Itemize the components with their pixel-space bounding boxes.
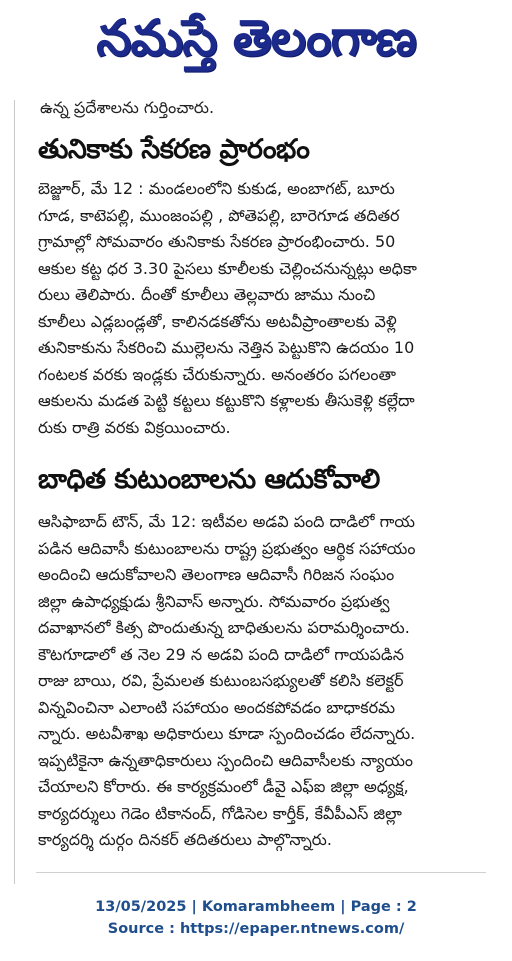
article2-body [38, 509, 474, 854]
article2-line: ఆసిఫాబాద్ టౌన్, మే 12: ఇటీవల అడవి పంది దాడిలో గాయ [38, 512, 415, 531]
article1-line: గంటలక వరకు ఇండ్లకు చేరుకున్నారు. అనంతరం పగలంతా [38, 364, 397, 384]
article1-body [38, 176, 474, 441]
article2-line: దవాఖానలో కిత్స పొందుతున్న బాధితులను పరామర్శించారు. [38, 618, 410, 637]
article2-line: పడిన ఆదివాసీ కుటుంబాలను రాష్ట్ర ప్రభుత్వం ఆర్థిక సహాయం [38, 538, 416, 558]
article2-line: కౌటగూడాలో త నెల 29 న అడవి పంది దాడిలో గాయపడిన [38, 644, 404, 664]
column-divider [14, 100, 15, 884]
article1-line: గ్రామాల్లో సోమవారం తునికాకు సేకరణ ప్రారంభించారు. 50 [38, 232, 396, 251]
clipping-bottom-edge [36, 872, 486, 873]
article1-line: రులు తెలిపారు. దీంతో కూలీలు తెల్లవారు జాము నుంచి [38, 285, 376, 304]
article2-line: చేయాలని కోరారు. ఈ కార్యక్రమంలో డీవై ఎఫ్ఐ జిల్లా అధ్యక్ష, [38, 777, 409, 796]
article2-line: జిల్లా ఉపాధ్యక్షుడు శ్రీనివాస్ అన్నారు. సోమవారం ప్రభుత్వ [38, 591, 390, 611]
source-url: Source : https://epaper.ntnews.com/ [107, 921, 405, 937]
article2-line: విన్నవించినా ఎలాంటి సహాయం అందకపోవడం బాధాకరమ [38, 697, 396, 717]
article1-line: కూలీలు ఎడ్లబండ్లతో, కాలినడకతోను అటవీప్రాంతాలకు వెళ్లి [38, 311, 397, 331]
source-footer [0, 896, 512, 940]
article2-line: కార్యదర్శులు గెడెం టికానంద్, గోడిసెల కార్తీక్, కేవీపీఎస్ జిల్లా [38, 803, 402, 823]
article2-line: అందించి ఆదుకోవాలని తెలంగాణ ఆదివాసీ గిరిజన సంఘం [38, 565, 395, 584]
article1-line: రుకు రాత్రి వరకు విక్రయించారు. [38, 417, 231, 437]
previous-article-tail: ఉన్న ప్రదేశాలను గుర్తించారు. [40, 98, 215, 117]
article1-line: గూడ, కాటెపల్లి, ముంజంపల్లి , పోతెపల్లి, బారెగూడ తదితర [38, 205, 400, 225]
article2-line: ఇప్పటికైనా ఉన్నతాధికారులు స్పందించి ఆదివాసీలకు న్యాయం [38, 750, 414, 770]
article2-line: కార్యదర్శి దుర్గం దినకర్ తదితరులు పాల్గొన్నారు. [38, 830, 332, 849]
edition-info: 13/05/2025 | Komarambheem | Page : 2 [95, 899, 417, 915]
article1-line: బెజ్జూర్, మే 12 : మండలంలోని కుకుడ, అంబాగట్, బూరు [38, 179, 395, 198]
newspaper-logo: నమస్తే తెలంగాణ [96, 8, 416, 67]
article1-line: ఆకులను మడత పెట్టి కట్టలు కట్టుకొని కళ్లాలకు తీసుకెళ్లి కల్లేదా [38, 391, 415, 410]
article1-line: తునికాకును సేకరించి ముల్లెలను నెత్తిన పెట్టుకొని ఉదయం 10 [38, 338, 415, 357]
masthead [0, 0, 512, 88]
article2-line: న్నారు. అటవీశాఖ అధికారులు కూడా స్పందించడం లేదన్నారు. [38, 724, 416, 743]
article1-line: ఆకుల కట్ట ధర 3.30 పైసలు కూలీలకు చెల్లించనున్నట్లు అధికా [38, 258, 417, 278]
adjacent-column-edge [0, 88, 14, 884]
article1-headline: తునికాకు సేకరణ ప్రారంభం [38, 134, 310, 165]
article2-line: రాజు బాయి, రవి, ప్రేమలత కుటుంబసభ్యులతో కలిసి కలెక్టర్ [38, 671, 404, 690]
article2-headline: బాధిత కుటుంబాలను ఆదుకోవాలి [38, 464, 380, 495]
